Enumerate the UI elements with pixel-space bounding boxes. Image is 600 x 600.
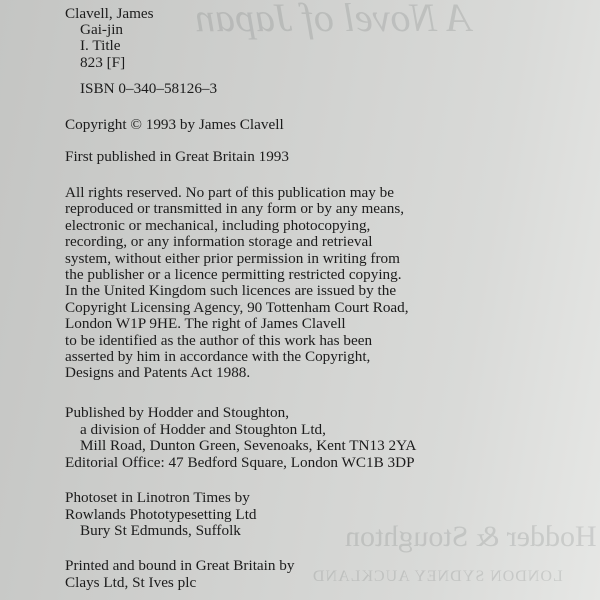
rights-line: Copyright Licensing Agency, 90 Tottenham Court Road, [65, 298, 409, 316]
catalogue-title: Gai-jin [80, 21, 124, 38]
catalogue-author: Clavell, James [65, 5, 154, 22]
rights-line: All rights reserved. No part of this publication may be [65, 184, 394, 201]
catalogue-number: 823 [F] [80, 54, 126, 71]
rights-line: asserted by him in accordance with the Copyright, [65, 348, 371, 365]
photoset-line: Bury St Edmunds, Suffolk [80, 522, 241, 540]
publisher-line: Published by Hodder and Stoughton, [65, 404, 290, 421]
rights-line: Designs and Patents Act 1988. [65, 364, 251, 382]
rights-line: recording, or any information storage and retrieval [65, 233, 373, 251]
first-published: First published in Great Britain 1993 [65, 148, 289, 165]
rights-line: the publisher or a licence permitting restricted copying. [65, 266, 402, 283]
rights-line: system, without either prior permission in writing from [65, 249, 400, 267]
rights-line: reproduced or transmitted in any form or by any means, [65, 200, 405, 218]
showthrough-subtitle: A Novel of Japan [195, 0, 471, 40]
publisher-line: Editorial Office: 47 Bedford Square, London WC1B 3DP [65, 453, 415, 471]
photoset-line: Rowlands Phototypesetting Ltd [65, 505, 257, 523]
rights-line: to be identified as the author of this work has been [65, 331, 373, 349]
publisher-line: a division of Hodder and Stoughton Ltd, [80, 420, 326, 438]
showthrough-imprint: Hodder & Stoughton [345, 520, 597, 553]
rights-line: electronic or mechanical, including photocopying, [65, 216, 371, 234]
rights-line: In the United Kingdom such licences are issued by the [65, 282, 397, 300]
printed-line: Clays Ltd, St Ives plc [65, 573, 197, 591]
catalogue-class: I. Title [80, 37, 121, 54]
isbn: ISBN 0–340–58126–3 [80, 80, 218, 97]
showthrough-cities: LONDON SYDNEY AUCKLAND [312, 568, 563, 585]
rights-line: London W1P 9HE. The right of James Clavell [65, 315, 346, 333]
publisher-line: Mill Road, Dunton Green, Sevenoaks, Kent TN13 2YA [80, 437, 417, 455]
photoset-line: Photoset in Linotron Times by [65, 489, 250, 506]
copyright-notice: Copyright © 1993 by James Clavell [65, 116, 284, 133]
printed-line: Printed and bound in Great Britain by [65, 557, 295, 574]
